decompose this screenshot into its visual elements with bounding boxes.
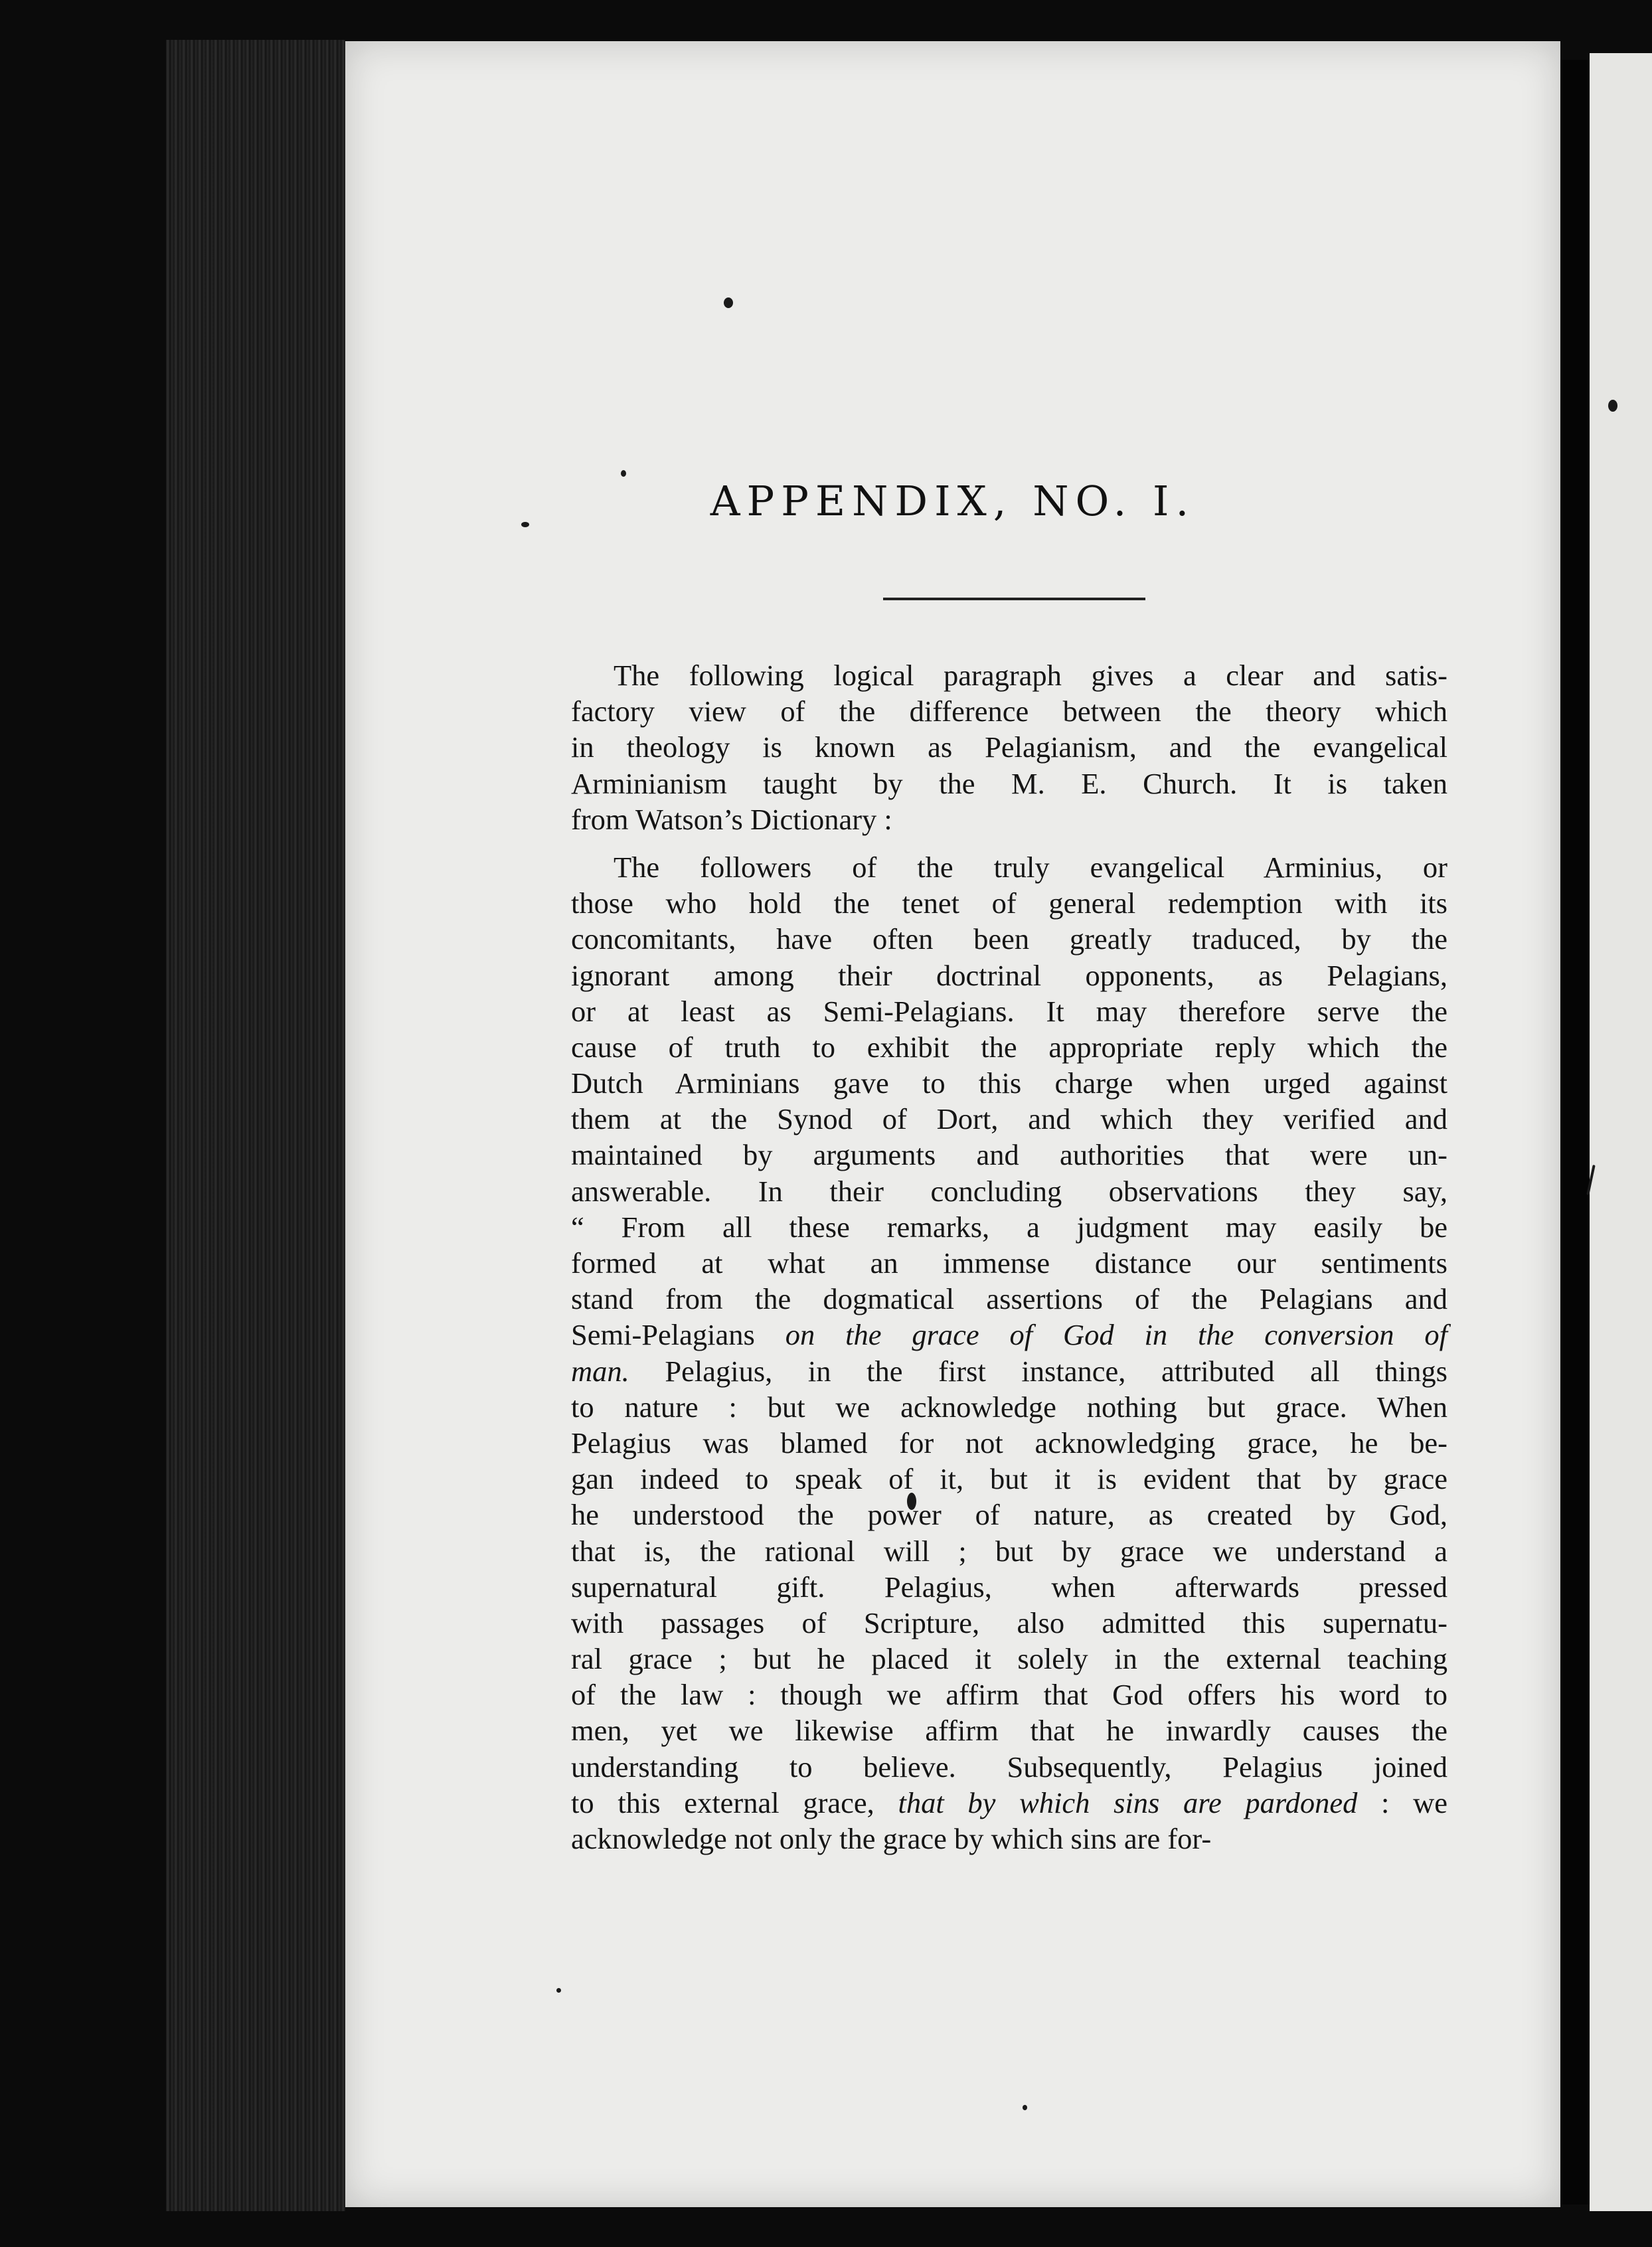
text-run: them at the Synod of Dort, and which they verified and xyxy=(571,1102,1447,1136)
ink-speck xyxy=(621,470,626,477)
text-line xyxy=(571,1749,1447,1785)
text-run: or at least as Semi-Pelagians. It may therefore serve the xyxy=(571,994,1447,1028)
text-line xyxy=(571,1353,1447,1389)
text-run: The followers of the truly evangelical Arminius, or xyxy=(614,850,1447,884)
paragraph-gap xyxy=(571,837,1447,849)
text-run: with passages of Scripture, also admitted this supernatu- xyxy=(571,1606,1447,1639)
text-line xyxy=(571,921,1447,957)
text-run: “ From all these remarks, a judgment may easily be xyxy=(571,1210,1447,1244)
text-run: in theology is known as Pelagianism, and the evangelical xyxy=(571,730,1447,764)
text-line xyxy=(571,849,1447,885)
text-line xyxy=(571,1245,1447,1281)
ink-speck xyxy=(1608,400,1617,412)
text-line xyxy=(571,1281,1447,1317)
text-line xyxy=(571,993,1447,1029)
text-line xyxy=(571,1389,1447,1425)
text-run: acknowledge not only the grace by which sins are for- xyxy=(571,1822,1212,1855)
text-line xyxy=(571,1461,1447,1497)
facing-page-edge xyxy=(1590,53,1652,2211)
page-gutter xyxy=(1560,60,1590,2205)
text-run: Semi-Pelagians xyxy=(571,1318,785,1352)
text-run: stand from the dogmatical assertions of the Pelagians and xyxy=(571,1282,1447,1316)
text-run: he understood the power of nature, as created by God, xyxy=(571,1498,1447,1532)
text-line xyxy=(571,801,1447,837)
text-run: Pelagius was blamed for not acknowledging grace, he be- xyxy=(571,1426,1447,1459)
italic-text: that by which sins are pardoned xyxy=(898,1786,1358,1819)
text-line xyxy=(571,1137,1447,1173)
paragraph xyxy=(571,849,1447,1857)
text-run: of the law : though we affirm that God offers his word to xyxy=(571,1678,1447,1712)
text-run: to nature : but we acknowledge nothing but grace. When xyxy=(571,1390,1447,1424)
text-run: gan indeed to speak of it, but it is evident that by grace xyxy=(571,1462,1447,1496)
text-line xyxy=(571,1785,1447,1821)
text-run: cause of truth to exhibit the appropriate reply which the xyxy=(571,1030,1447,1064)
text-run: supernatural gift. Pelagius, when afterwards pressed xyxy=(571,1570,1447,1604)
text-line xyxy=(571,1101,1447,1137)
text-run: answerable. In their concluding observations they say, xyxy=(571,1174,1447,1208)
text-run: The following logical paragraph gives a clear and satis- xyxy=(614,659,1447,692)
text-run: to this external grace, xyxy=(571,1786,898,1819)
ink-speck xyxy=(556,1988,561,1993)
text-run: concomitants, have often been greatly traduced, by the xyxy=(571,922,1447,956)
text-line xyxy=(571,657,1447,693)
text-line xyxy=(571,1065,1447,1101)
text-line xyxy=(571,1641,1447,1677)
text-run: ignorant among their doctrinal opponents, as Pelagians, xyxy=(571,958,1447,992)
text-line xyxy=(571,1173,1447,1209)
text-run: formed at what an immense distance our sentiments xyxy=(571,1246,1447,1280)
text-run: Pelagius, in the first instance, attributed all things xyxy=(629,1354,1447,1388)
text-run: that is, the rational will ; but by grace we understand a xyxy=(571,1534,1447,1568)
text-run: Dutch Arminians gave to this charge when urged against xyxy=(571,1066,1447,1100)
text-line xyxy=(571,957,1447,993)
heading-rule xyxy=(883,598,1145,600)
ink-speck xyxy=(724,297,733,308)
text-line xyxy=(571,1317,1447,1353)
text-run: ral grace ; but he placed it solely in the external teaching xyxy=(571,1642,1447,1676)
text-line xyxy=(571,766,1447,801)
text-run: Arminianism taught by the M. E. Church. It is taken xyxy=(571,766,1447,800)
ink-speck xyxy=(1023,2105,1027,2110)
text-run: men, yet we likewise affirm that he inwardly causes the xyxy=(571,1714,1447,1748)
text-line xyxy=(571,1821,1447,1857)
italic-text: on the grace of God in the conversion of xyxy=(785,1318,1447,1352)
text-line xyxy=(571,1209,1447,1245)
body-text xyxy=(571,657,1447,1857)
text-line xyxy=(571,1605,1447,1641)
text-line xyxy=(571,729,1447,765)
text-run: maintained by arguments and authorities that were un- xyxy=(571,1138,1447,1172)
text-line xyxy=(571,1712,1447,1748)
paragraph xyxy=(571,657,1447,837)
text-line xyxy=(571,1497,1447,1533)
text-run: : we xyxy=(1357,1786,1447,1819)
text-line xyxy=(571,885,1447,921)
book-edge xyxy=(166,40,345,2211)
text-line xyxy=(571,1029,1447,1065)
text-run: factory view of the difference between the theory which xyxy=(571,695,1447,728)
text-line xyxy=(571,1569,1447,1605)
appendix-heading: APPENDIX, NO. I. xyxy=(710,477,1196,525)
text-line xyxy=(571,1533,1447,1569)
text-line xyxy=(571,1425,1447,1461)
text-line xyxy=(571,1677,1447,1712)
text-run: understanding to believe. Subsequently, Pelagius joined xyxy=(571,1750,1447,1784)
text-run: from Watson’s Dictionary : xyxy=(571,802,892,836)
text-line xyxy=(571,693,1447,729)
text-run: those who hold the tenet of general redemption with its xyxy=(571,886,1447,920)
italic-text: man. xyxy=(571,1354,629,1388)
